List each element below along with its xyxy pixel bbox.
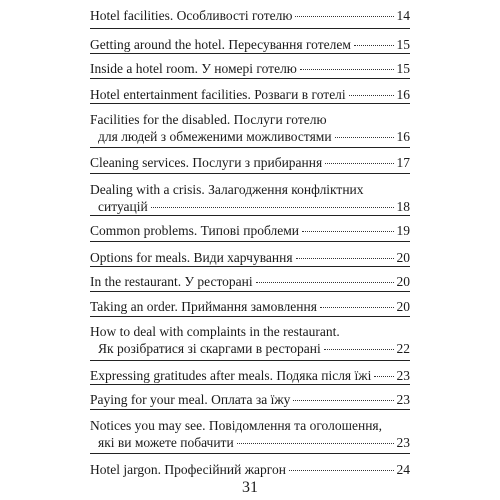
divider	[90, 215, 410, 216]
toc-entry-page: 15	[396, 37, 410, 52]
toc-entry-page: 23	[396, 435, 410, 450]
divider	[90, 291, 410, 292]
toc-entry-line	[90, 340, 410, 357]
toc-entry-line	[90, 417, 410, 434]
toc-entry-line	[90, 7, 410, 24]
toc-entry-title: Notices you may see. Повідомлення та оголошення,	[90, 418, 382, 433]
divider	[90, 173, 410, 174]
divider	[90, 78, 410, 79]
toc-entry-line	[90, 391, 410, 408]
toc-entry	[90, 323, 410, 357]
dot-leader	[349, 95, 394, 96]
divider	[90, 53, 410, 54]
dot-leader	[151, 207, 394, 208]
toc-entry-line	[90, 367, 410, 384]
toc-entry-title: How to deal with complaints in the restaurant.	[90, 324, 340, 339]
toc-entry-line	[90, 298, 410, 315]
toc-entry-page: 22	[396, 341, 410, 356]
toc-entry-line	[90, 154, 410, 171]
toc-entry-line	[90, 198, 410, 215]
dot-leader	[374, 376, 393, 377]
dot-leader	[293, 400, 393, 401]
toc-entry	[90, 461, 410, 478]
toc-entry-page: 16	[396, 129, 410, 144]
toc-entry-title: Inside a hotel room. У номері готелю	[90, 61, 297, 76]
toc-entry-line	[90, 128, 410, 145]
divider	[90, 103, 410, 104]
toc-entry-page: 24	[396, 462, 410, 477]
toc-entry-line	[90, 111, 410, 128]
toc-entry-title: Options for meals. Види харчування	[90, 250, 293, 265]
toc-entry	[90, 298, 410, 315]
dot-leader	[354, 45, 394, 46]
toc-entry	[90, 391, 410, 408]
toc-entry-title: Taking an order. Приймання замовлення	[90, 299, 317, 314]
dot-leader	[335, 137, 394, 138]
divider	[90, 360, 410, 361]
dot-leader	[300, 69, 394, 70]
dot-leader	[289, 470, 394, 471]
toc-entry	[90, 249, 410, 266]
dot-leader	[302, 231, 394, 232]
toc-entry-title: In the restaurant. У ресторані	[90, 274, 253, 289]
toc-entry-title: для людей з обмеженими можливостями	[98, 129, 332, 144]
divider	[90, 28, 410, 29]
toc-entry	[90, 367, 410, 384]
toc-entry-line	[90, 434, 410, 451]
toc-entry-line	[90, 181, 410, 198]
toc-entry-title: Cleaning services. Послуги з прибирання	[90, 155, 323, 170]
toc-entry	[90, 417, 410, 451]
divider	[90, 453, 410, 454]
divider	[90, 316, 410, 317]
divider	[90, 266, 410, 267]
toc-entry	[90, 154, 410, 171]
toc-entry-page: 16	[396, 87, 410, 102]
toc-entry-line	[90, 222, 410, 239]
toc-entry-title: Hotel jargon. Професійний жаргон	[90, 462, 286, 477]
dot-leader	[237, 443, 394, 444]
toc-entry	[90, 60, 410, 77]
toc-entry	[90, 86, 410, 103]
toc-entry	[90, 36, 410, 53]
toc-entry-title: Hotel facilities. Особливості готелю	[90, 8, 293, 23]
page-number: 31	[242, 479, 258, 496]
toc-entry-page: 23	[396, 392, 410, 407]
dot-leader	[320, 307, 394, 308]
toc-entry-title: Dealing with a crisis. Залагодження конфліктних	[90, 182, 364, 197]
toc-entry-line	[90, 249, 410, 266]
divider	[90, 147, 410, 148]
dot-leader	[295, 16, 393, 17]
toc-entry-line	[90, 86, 410, 103]
toc-entry	[90, 111, 410, 145]
toc-entry	[90, 181, 410, 215]
toc-entry	[90, 273, 410, 290]
toc-entry-page: 14	[396, 8, 410, 23]
toc-entry-line	[90, 323, 410, 340]
toc-entry-title: Hotel entertainment facilities. Розваги в готелі	[90, 87, 346, 102]
toc-entry-title: Getting around the hotel. Пересування готелем	[90, 37, 351, 52]
toc-entry-line	[90, 273, 410, 290]
divider	[90, 384, 410, 385]
toc-entry-title: ситуацій	[98, 199, 148, 214]
toc-entry-page: 17	[396, 155, 410, 170]
divider	[90, 241, 410, 242]
divider	[90, 409, 410, 410]
toc-entry	[90, 222, 410, 239]
toc-entry-title: Facilities for the disabled. Послуги готелю	[90, 112, 327, 127]
toc-entry-page: 20	[396, 299, 410, 314]
dot-leader	[325, 163, 393, 164]
toc-entry	[90, 7, 410, 24]
dot-leader	[256, 282, 394, 283]
toc-entry-page: 19	[396, 223, 410, 238]
toc-entry-title: Як розібратися зі скаргами в ресторані	[98, 341, 321, 356]
dot-leader	[324, 349, 394, 350]
toc-entry-title: Paying for your meal. Оплата за їжу	[90, 392, 291, 407]
toc-entry-line	[90, 60, 410, 77]
toc-entry-page: 18	[396, 199, 410, 214]
toc-entry-page: 15	[396, 61, 410, 76]
toc-entry-title: Expressing gratitudes after meals. Подяка після їжі	[90, 368, 372, 383]
toc-entry-line	[90, 461, 410, 478]
toc-entry-page: 20	[396, 274, 410, 289]
toc-entry-page: 23	[396, 368, 410, 383]
dot-leader	[296, 258, 394, 259]
toc-entry-line	[90, 36, 410, 53]
toc-entry-page: 20	[396, 250, 410, 265]
toc-entry-title: які ви можете побачити	[98, 435, 234, 450]
toc-entry-title: Common problems. Типові проблеми	[90, 223, 299, 238]
